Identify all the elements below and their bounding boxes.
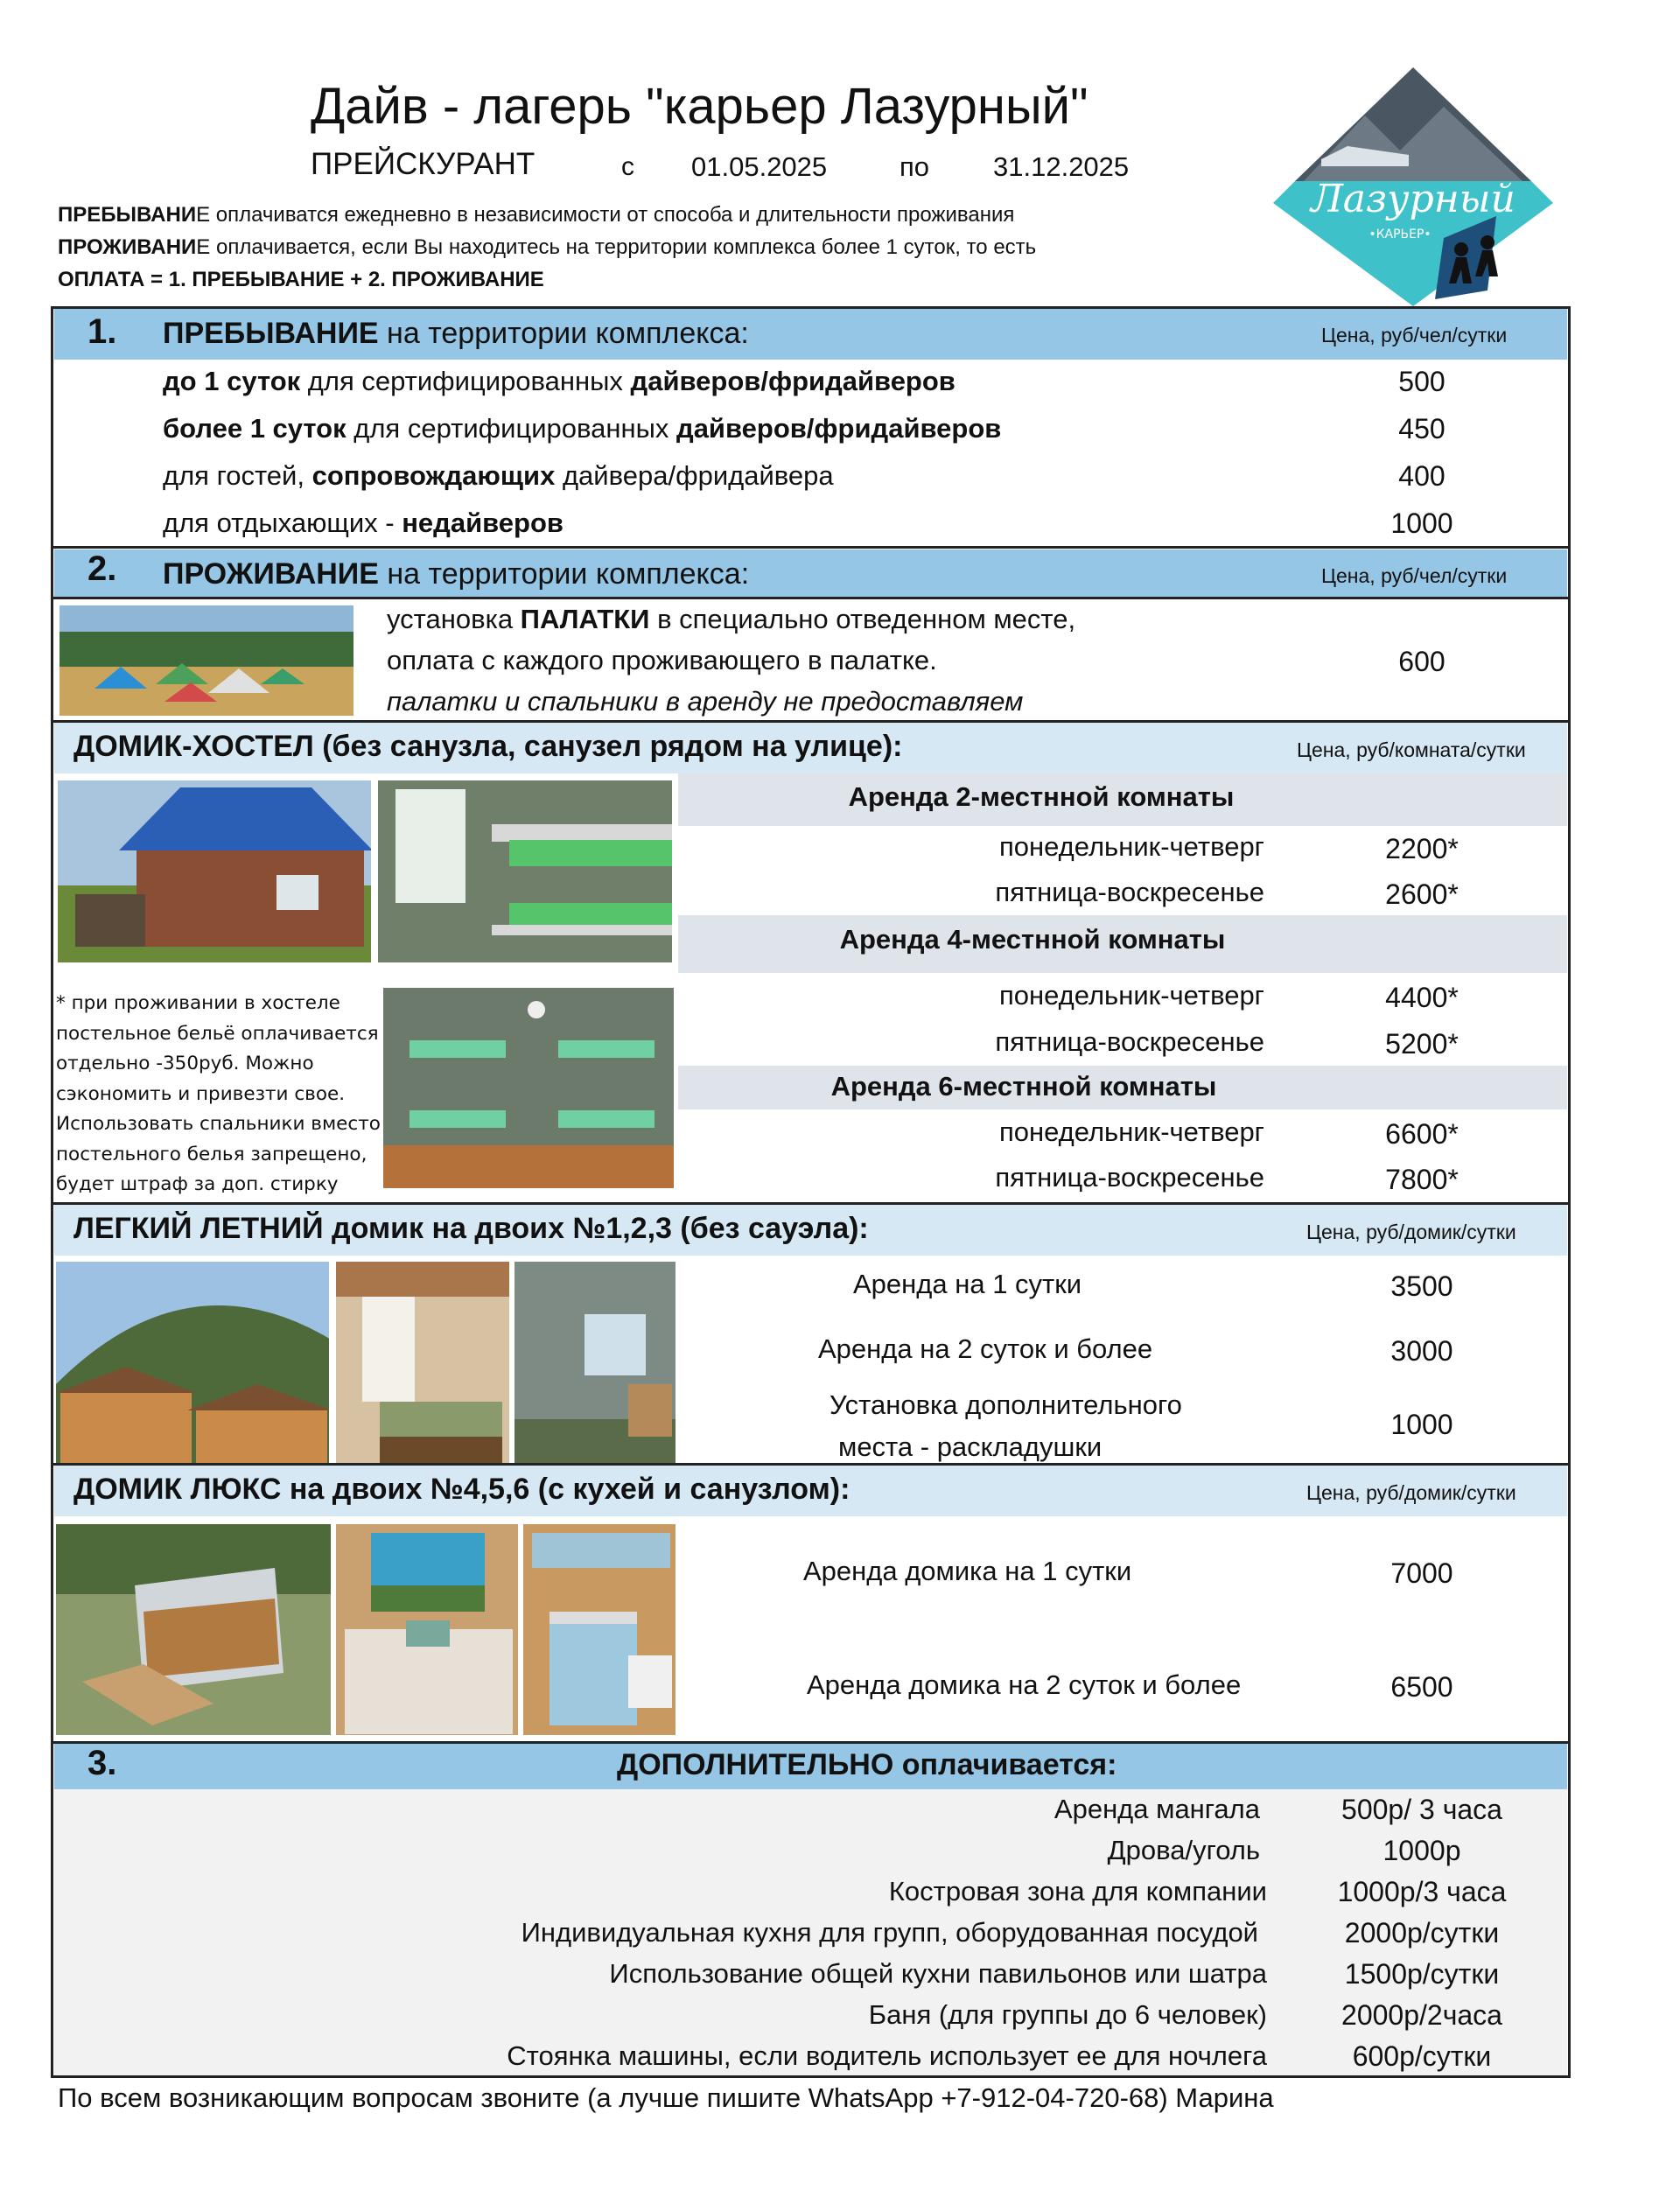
- logo-sub-text: •КАРЬЕР•: [1368, 227, 1432, 241]
- stay-row-2: более 1 суток для сертифицированных дайверов/фридайверов: [163, 413, 1002, 444]
- weekend-label: пятница-воскресенье: [995, 1162, 1264, 1193]
- page-title: Дайв - лагерь "карьер Лазурный": [311, 78, 1088, 135]
- hostel-title: ДОМИК-ХОСТЕЛ (без санузла, санузел рядом на улице):: [74, 730, 903, 763]
- summer-row-2-label: Аренда на 2 суток и более: [818, 1333, 1153, 1364]
- extra-row-price: 1500р/сутки: [1344, 1958, 1500, 1990]
- summer-interior-photo: [513, 1260, 677, 1470]
- extra-row-label: Стоянка машины, если водитель использует ее для ночлега: [507, 2040, 1267, 2071]
- lux-title: ДОМИК ЛЮКС на двоих №4,5,6 (с кухей и санузлом):: [74, 1473, 850, 1506]
- stay-price-4: 1000: [1390, 507, 1453, 539]
- tents-photo: [58, 604, 355, 717]
- tent-line-1: установка ПАЛАТКИ в специально отведенном месте,: [387, 604, 1076, 634]
- section-3-number: 3.: [88, 1744, 117, 1782]
- date-to: 31.12.2025: [993, 151, 1130, 182]
- lux-row-1-price: 7000: [1390, 1557, 1453, 1589]
- summer-bedroom-photo: [334, 1260, 511, 1470]
- summer-row-2-price: 3000: [1390, 1335, 1453, 1367]
- extra-row-label: Баня (для группы до 6 человек): [868, 1999, 1267, 2030]
- lux-price-header: Цена, руб/домик/сутки: [1306, 1481, 1516, 1504]
- weekend-label: пятница-воскресенье: [995, 1026, 1264, 1057]
- weekend-price: 5200*: [1385, 1028, 1459, 1060]
- weekday-label: понедельник-четверг: [998, 1116, 1264, 1147]
- tent-line-2: оплата с каждого проживающего в палатке.: [387, 645, 937, 675]
- divider: [51, 597, 1571, 599]
- weekday-price: 6600*: [1385, 1118, 1459, 1150]
- extra-row-label: Костровая зона для компании: [888, 1876, 1267, 1907]
- intro-line-1: ПРЕБЫВАНИЕ оплачиватся ежедневно в независимости от способа и длительности проживания: [58, 203, 1015, 227]
- extra-row-price: 1000р/3 часа: [1337, 1876, 1507, 1907]
- weekend-price: 7800*: [1385, 1164, 1459, 1195]
- lux-row-2-label: Аренда домика на 2 суток и более: [807, 1669, 1242, 1700]
- stay-price-3: 400: [1398, 460, 1446, 492]
- stay-row-3: для гостей, сопровождающих дайвера/фридайвера: [163, 460, 834, 491]
- extra-row-price: 600р/сутки: [1352, 2040, 1492, 2072]
- date-from-label: с: [621, 152, 634, 181]
- note-line: будет штраф за доп. стирку: [56, 1173, 339, 1195]
- lux-kitchen-photo: [522, 1522, 677, 1737]
- footer-contact: По всем возникающим вопросам звоните (а лучше пишите WhatsApp +7-912-04-720-68) Марина: [58, 2082, 1274, 2113]
- note-line: * при проживании в хостеле: [56, 992, 340, 1014]
- section-2-title: ПРОЖИВАНИЕ на территории комплекса:: [163, 557, 750, 591]
- extra-row-label: Индивидуальная кухня для групп, оборудованная посудой: [521, 1917, 1258, 1948]
- note-line: постельное бельё оплачивается: [56, 1022, 379, 1045]
- section-1-number: 1.: [88, 312, 117, 351]
- weekend-price: 2600*: [1385, 878, 1459, 910]
- summer-extra-line-1: Установка дополнительного: [830, 1389, 1182, 1420]
- summer-price-header: Цена, руб/домик/сутки: [1306, 1221, 1516, 1243]
- note-line: Использовать спальники вместо: [56, 1113, 381, 1135]
- divider: [51, 546, 1571, 549]
- hostel-note: [56, 989, 381, 1200]
- group-2-bed-title: Аренда 2-местнной комнаты: [848, 781, 1235, 812]
- hostel-room-photo: [376, 779, 674, 964]
- extra-row-price: 2000р/2часа: [1341, 1999, 1502, 2031]
- lux-row-2-price: 6500: [1390, 1671, 1453, 1703]
- intro-line-2: ПРОЖИВАНИЕ оплачивается, если Вы находитесь на территории комплекса более 1 суток, то есть: [58, 235, 1037, 259]
- section-1-title: ПРЕБЫВАНИЕ на территории комплекса:: [163, 317, 749, 350]
- section-2-price-header: Цена, руб/чел/сутки: [1321, 564, 1508, 587]
- stay-row-4: для отдыхающих - недайверов: [163, 507, 564, 538]
- hostel-house-photo: [56, 779, 373, 964]
- stay-price-1: 500: [1398, 366, 1446, 397]
- weekday-label: понедельник-четверг: [998, 831, 1264, 862]
- summer-row-1-price: 3500: [1390, 1270, 1453, 1302]
- logo-script-text: Лазурный: [1311, 177, 1516, 221]
- weekend-label: пятница-воскресенье: [995, 877, 1264, 907]
- pricelist-label: ПРЕЙСКУРАНТ: [311, 147, 536, 181]
- note-line: сэкономить и привезти свое.: [56, 1082, 346, 1105]
- weekday-price: 4400*: [1385, 982, 1459, 1013]
- extra-row-price: 1000р: [1382, 1835, 1461, 1866]
- summer-extra-price: 1000: [1390, 1409, 1453, 1440]
- weekday-price: 2200*: [1385, 833, 1459, 864]
- extra-row-price: 500р/ 3 часа: [1341, 1794, 1502, 1825]
- date-from: 01.05.2025: [691, 151, 828, 182]
- summer-row-1-label: Аренда на 1 сутки: [853, 1269, 1082, 1299]
- lux-bedroom-photo: [334, 1522, 520, 1737]
- lux-house-photo: [54, 1522, 332, 1737]
- hostel-price-header: Цена, руб/комната/сутки: [1297, 738, 1526, 761]
- hostel-bunk-photo: [382, 986, 676, 1190]
- extra-row-price: 2000р/сутки: [1344, 1917, 1500, 1949]
- lux-row-1-label: Аренда домика на 1 сутки: [803, 1556, 1132, 1586]
- summer-house-photo: [54, 1260, 331, 1470]
- section-1-price-header: Цена, руб/чел/сутки: [1321, 324, 1508, 346]
- section-2-number: 2.: [88, 549, 117, 588]
- stay-price-2: 450: [1398, 413, 1446, 444]
- date-to-label: по: [900, 151, 930, 182]
- weekday-label: понедельник-четверг: [998, 980, 1264, 1011]
- section-3-title: ДОПОЛНИТЕЛЬНО оплачивается:: [617, 1748, 1117, 1781]
- note-line: постельного белья запрещено,: [56, 1143, 368, 1165]
- extra-row-label: Дрова/уголь: [1107, 1835, 1260, 1865]
- summer-extra-line-2: места - раскладушки: [838, 1431, 1102, 1462]
- logo: [1269, 63, 1558, 308]
- tent-price: 600: [1398, 646, 1446, 677]
- summer-title: ЛЕГКИЙ ЛЕТНИЙ домик на двоих №1,2,3 (без сауэла):: [74, 1212, 869, 1245]
- extra-row-label: Аренда мангала: [1054, 1794, 1260, 1824]
- stay-row-1: до 1 суток для сертифицированных дайверов/фридайверов: [163, 366, 956, 396]
- group-6-bed-title: Аренда 6-местнной комнаты: [830, 1071, 1217, 1102]
- note-line: отдельно -350руб. Можно: [56, 1053, 314, 1074]
- group-4-bed-title: Аренда 4-местнной комнаты: [839, 924, 1226, 955]
- tent-line-3: палатки и спальники в аренду не предоставляем: [387, 686, 1024, 717]
- extra-row-label: Использование общей кухни павильонов или шатра: [609, 1958, 1267, 1989]
- intro-line-3: ОПЛАТА = 1. ПРЕБЫВАНИЕ + 2. ПРОЖИВАНИЕ: [58, 268, 544, 291]
